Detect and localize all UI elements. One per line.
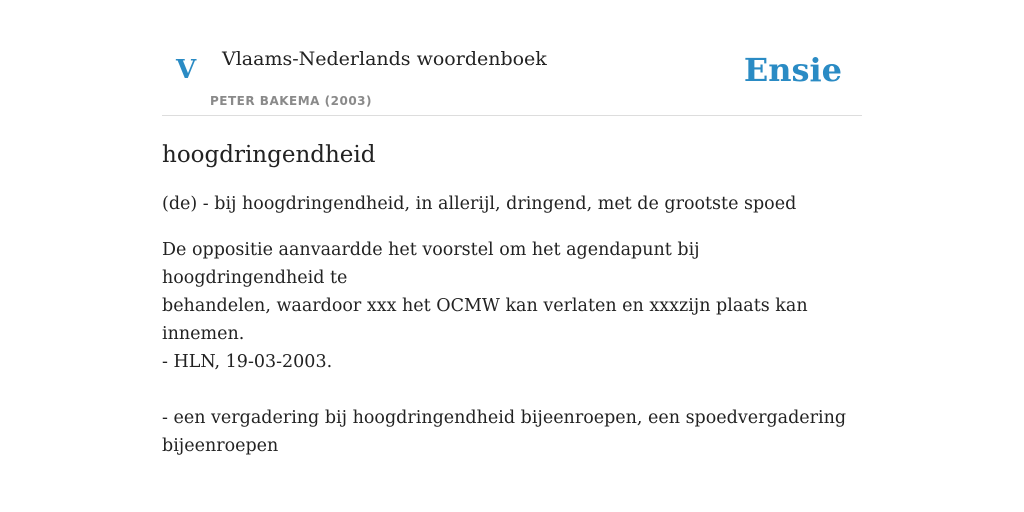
entry-body: [162, 140, 862, 460]
entry-definition: (de) - bij hoogdringendheid, in allerijl, dringend, met de grootste spoed: [162, 194, 797, 214]
entry-headword: hoogdringendheid: [162, 142, 376, 168]
dictionary-letter-icon: V: [176, 55, 197, 85]
example-line: De oppositie aanvaardde het voorstel om het agendapunt bij hoogdringendheid te: [162, 240, 700, 288]
example-source: - HLN, 19-03-2003.: [162, 352, 333, 372]
entry-card: [162, 40, 862, 460]
usage-line: bijeenroepen: [162, 436, 279, 456]
dictionary-title-link[interactable]: Vlaams-Nederlands woordenboek: [222, 48, 547, 70]
dictionary-header: [162, 40, 862, 116]
usage-line: - een vergadering bij hoogdringendheid bijeenroepen, een spoedvergadering: [162, 408, 847, 428]
ensie-logo-link[interactable]: Ensie: [743, 51, 842, 89]
spacer: [162, 376, 862, 404]
dictionary-author: PETER BAKEMA (2003): [210, 94, 372, 108]
entry-example: [162, 236, 862, 460]
example-line: behandelen, waardoor xxx het OCMW kan verlaten en xxxzijn plaats kan innemen.: [162, 296, 808, 344]
